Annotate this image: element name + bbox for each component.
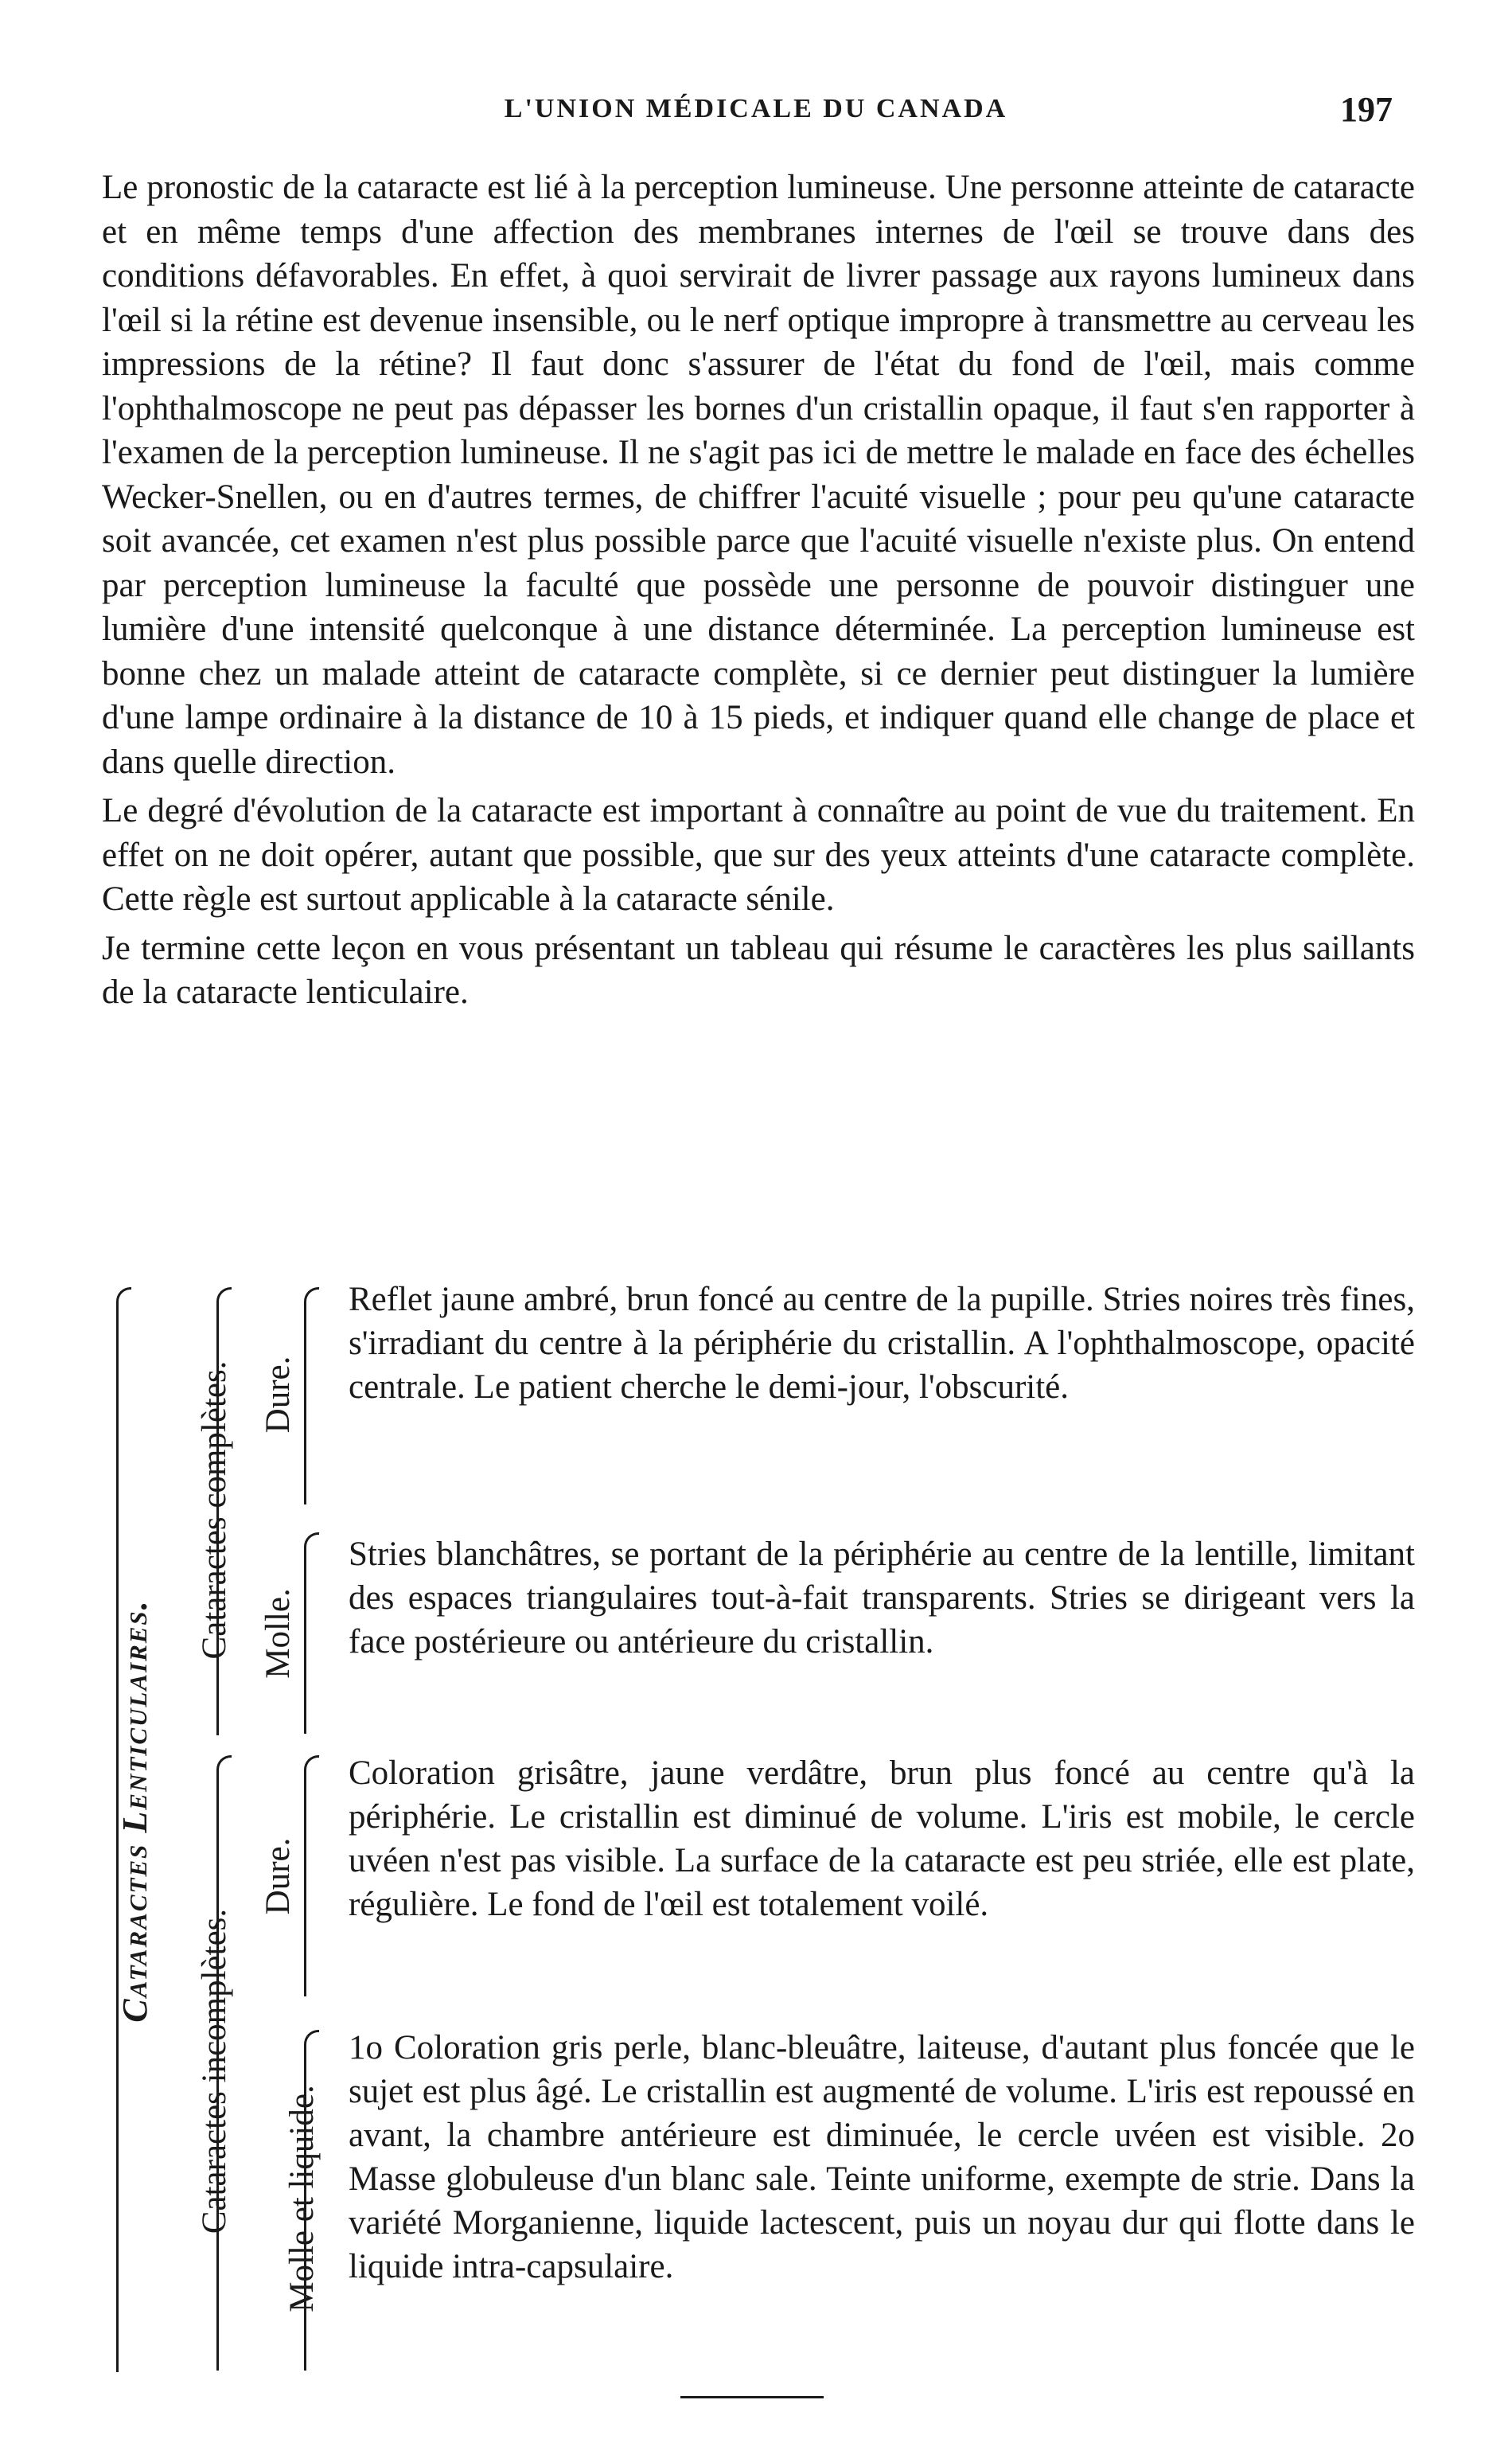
- paragraph-table-intro: Je termine cette leçon en vous présentant un tableau qui résume le caractères les plus saillants de la cataracte lenticulaire.: [102, 929, 1415, 1011]
- group-label-incomplete: Cataractes incomplètes.: [196, 1908, 233, 2234]
- row-brace-complete-molle: [304, 1532, 319, 1734]
- row-text-incomplete-molle-liquide: 1o Coloration gris perle, blanc-bleuâtre, laiteuse, d'autant plus foncée que le sujet est plus âgé. Le cristallin est augmenté de volume. L'iris est repoussé en avant, la chambre antérieure est diminuée, le cercle uvéen est visible. 2o Masse globuleuse d'un blanc sale. Teinte uniforme, exempte de strie. Dans la variété Morganienne, liquide lactescent, puis un noyau dur qui flotte dans le liquide intra-capsulaire.: [349, 2029, 1415, 2285]
- body-text: [102, 166, 1415, 1020]
- page-number: 197: [1340, 90, 1393, 129]
- row-label-incomplete-molle-liquide: Molle et liquide.: [283, 2085, 321, 2312]
- row-label-incomplete-dure: Dure.: [259, 1837, 297, 1915]
- end-rule: [680, 2396, 824, 2398]
- page-header: [0, 90, 1512, 142]
- row-text-complete-molle: Stries blanchâtres, se portant de la périphérie au centre de la lentille, limitant des espaces triangulaires tout-à-fait transparents. Stries se dirigeant vers la face postérieure ou antérieure du cristallin.: [349, 1536, 1415, 1660]
- row-text-complete-dure: Reflet jaune ambré, brun foncé au centre de la pupille. Stries noires très fines, s'irradiant du centre à la périphérie du cristallin. A l'ophthalmoscope, opacité centrale. Le patient cherche le demi-jour, l'obscurité.: [349, 1281, 1415, 1406]
- row-text-incomplete-dure: Coloration grisâtre, jaune verdâtre, brun plus foncé au centre qu'à la périphérie. Le cristallin est diminué de volume. L'iris est mobile, le cercle uvéen n'est pas visible. La surface de la cataracte est peu striée, elle est plate, régulière. Le fond de l'œil est totalement voilé.: [349, 1754, 1415, 1923]
- row-label-complete-dure: Dure.: [259, 1356, 297, 1434]
- row-brace-complete-dure: [304, 1287, 319, 1504]
- paragraph-prognosis: Le pronostic de la cataracte est lié à la perception lumineuse. Une personne atteinte de cataracte et en même temps d'une affection des membranes internes de l'œil se trouve dans des conditions défavorables. En effet, à quoi servirait de livrer passage aux rayons lumineux dans l'œil si la rétine est devenue insensible, ou le nerf optique impropre à transmettre au cerveau les impressions de la rétine? Il faut donc s'assurer de l'état du fond de l'œil, mais comme l'ophthalmoscope ne peut pas dépasser les bornes d'un cristallin opaque, il faut s'en rapporter à l'examen de la perception lumineuse. Il ne s'agit pas ici de mettre le malade en face des échelles Wecker-Snellen, ou en d'autres termes, de chiffrer l'acuité visuelle ; pour peu qu'une cataracte soit avancée, cet examen n'est plus possible parce que l'acuité visuelle n'existe plus. On entend par perception lumineuse la faculté que possède une personne de pouvoir distinguer une lumière d'une intensité quelconque à une distance déterminée. La perception lumineuse est bonne chez un malade atteint de cataracte complète, si ce dernier peut distinguer la lumière d'une lampe ordinaire à la distance de 10 à 15 pieds, et indiquer quand elle change de place et dans quelle direction.: [102, 169, 1415, 781]
- paragraph-evolution: Le degré d'évolution de la cataracte est important à connaître au point de vue du traitement. En effet on ne doit opérer, autant que possible, que sur des yeux atteints d'une cataracte complète. Cette règle est surtout applicable à la cataracte sénile.: [102, 792, 1415, 918]
- group-label-complete: Cataractes complètes.: [196, 1360, 233, 1660]
- row-brace-incomplete-dure: [304, 1755, 319, 1996]
- root-label: Cataractes Lenticulaires.: [115, 1599, 154, 2023]
- row-label-complete-molle: Molle.: [259, 1588, 297, 1679]
- running-head: L'UNION MÉDICALE DU CANADA: [504, 94, 1008, 123]
- classification-table: [95, 1270, 1417, 2376]
